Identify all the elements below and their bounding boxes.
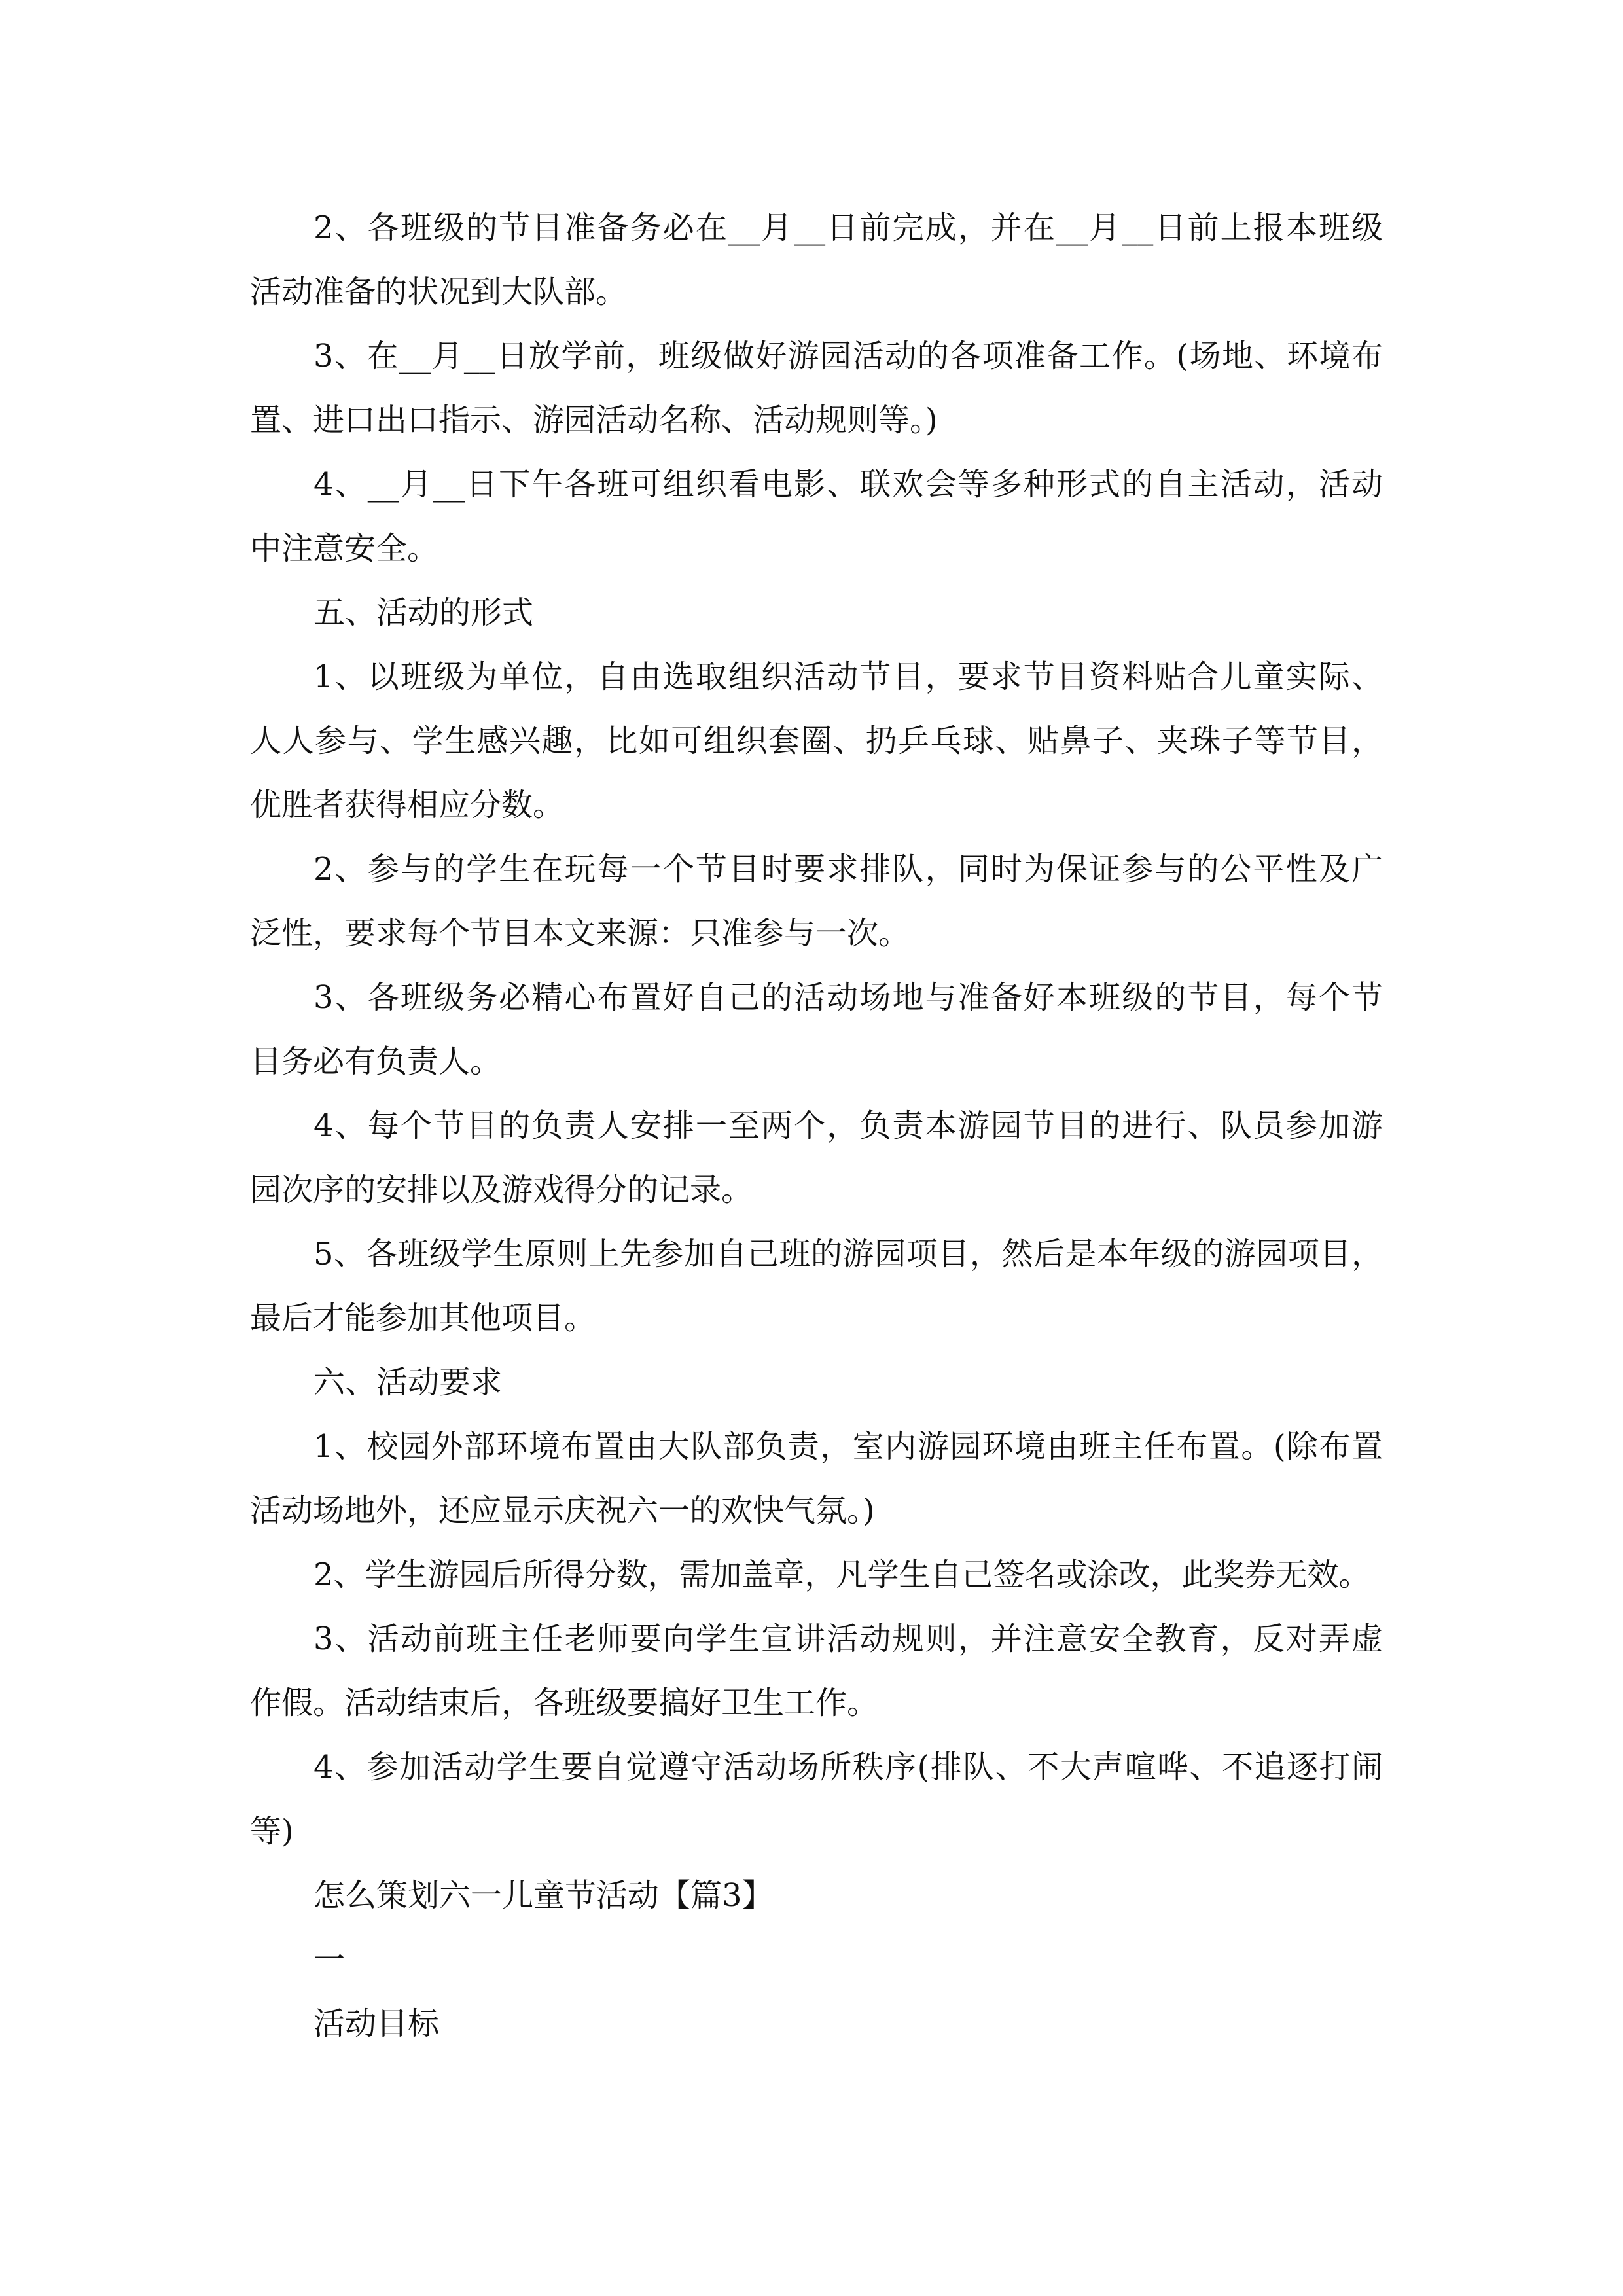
paragraph [250, 324, 1383, 452]
text-line: 活动准备的状况到大队部。 [250, 274, 628, 310]
paragraph [250, 452, 1383, 581]
text-line: 1、校园外部环境布置由大队部负责，室内游园环境由班主任布置。(除布置 [313, 1428, 1383, 1465]
text-line: 园次序的安排以及游戏得分的记录。 [250, 1172, 753, 1208]
text-line: 怎么策划六一儿童节活动【篇3】 [313, 1877, 774, 1914]
paragraph [250, 1350, 1383, 1414]
paragraph [250, 196, 1383, 324]
paragraph [250, 581, 1383, 645]
text-line: 目务必有负责人。 [250, 1043, 502, 1080]
text-line: 一 [313, 1941, 346, 1978]
paragraph [250, 1992, 1383, 2056]
paragraph [250, 1222, 1383, 1350]
text-line: 活动场地外，还应显示庆祝六一的欢快气氛。) [250, 1492, 875, 1529]
paragraph [250, 837, 1383, 965]
text-line: 3、各班级务必精心布置好自己的活动场地与准备好本班级的节目，每个节 [313, 979, 1383, 1016]
paragraph [250, 1414, 1383, 1543]
paragraph [250, 965, 1383, 1094]
text-line: 4、__月__日下午各班可组织看电影、联欢会等多种形式的自主活动，活动 [313, 466, 1383, 503]
text-line: 五、活动的形式 [313, 594, 534, 631]
paragraph [250, 1928, 1383, 1992]
text-line: 5、各班级学生原则上先参加自己班的游园项目，然后是本年级的游园项目， [313, 1236, 1383, 1272]
text-line: 2、学生游园后所得分数，需加盖章，凡学生自己签名或涂改，此奖券无效。 [313, 1556, 1370, 1593]
text-line: 3、在__月__日放学前，班级做好游园活动的各项准备工作。(场地、环境布 [313, 338, 1383, 374]
paragraph [250, 1094, 1383, 1222]
text-line: 1、以班级为单位，自由选取组织活动节目，要求节目资料贴合儿童实际、 [313, 658, 1383, 695]
paragraph [250, 1543, 1383, 1607]
text-line: 2、参与的学生在玩每一个节目时要求排队，同时为保证参与的公平性及广 [313, 851, 1383, 888]
text-line: 4、每个节目的负责人安排一至两个，负责本游园节目的进行、队员参加游 [313, 1107, 1383, 1144]
text-line: 中注意安全。 [250, 530, 439, 567]
text-line: 4、参加活动学生要自觉遵守活动场所秩序(排队、不大声喧哗、不追逐打闹 [313, 1749, 1383, 1785]
text-line: 等) [250, 1813, 294, 1850]
text-line: 3、活动前班主任老师要向学生宣讲活动规则，并注意安全教育，反对弄虚 [313, 1621, 1383, 1657]
text-line: 优胜者获得相应分数。 [250, 787, 565, 823]
text-line: 置、进口出口指示、游园活动名称、活动规则等。) [250, 402, 938, 439]
text-line: 泛性，要求每个节目本文来源：只准参与一次。 [250, 915, 910, 952]
text-line: 2、各班级的节目准备务必在__月__日前完成，并在__月__日前上报本班级 [313, 209, 1383, 246]
document-page [250, 196, 1383, 2056]
text-line: 六、活动要求 [313, 1364, 503, 1401]
text-line: 人人参与、学生感兴趣，比如可组织套圈、扔乒乓球、贴鼻子、夹珠子等节目， [250, 723, 1383, 759]
text-line: 活动目标 [313, 2005, 440, 2042]
text-line: 作假。活动结束后，各班级要搞好卫生工作。 [250, 1685, 879, 1721]
paragraph [250, 1607, 1383, 1735]
paragraph [250, 645, 1383, 837]
paragraph [250, 1735, 1383, 1863]
text-line: 最后才能参加其他项目。 [250, 1300, 596, 1336]
paragraph [250, 1863, 1383, 1928]
